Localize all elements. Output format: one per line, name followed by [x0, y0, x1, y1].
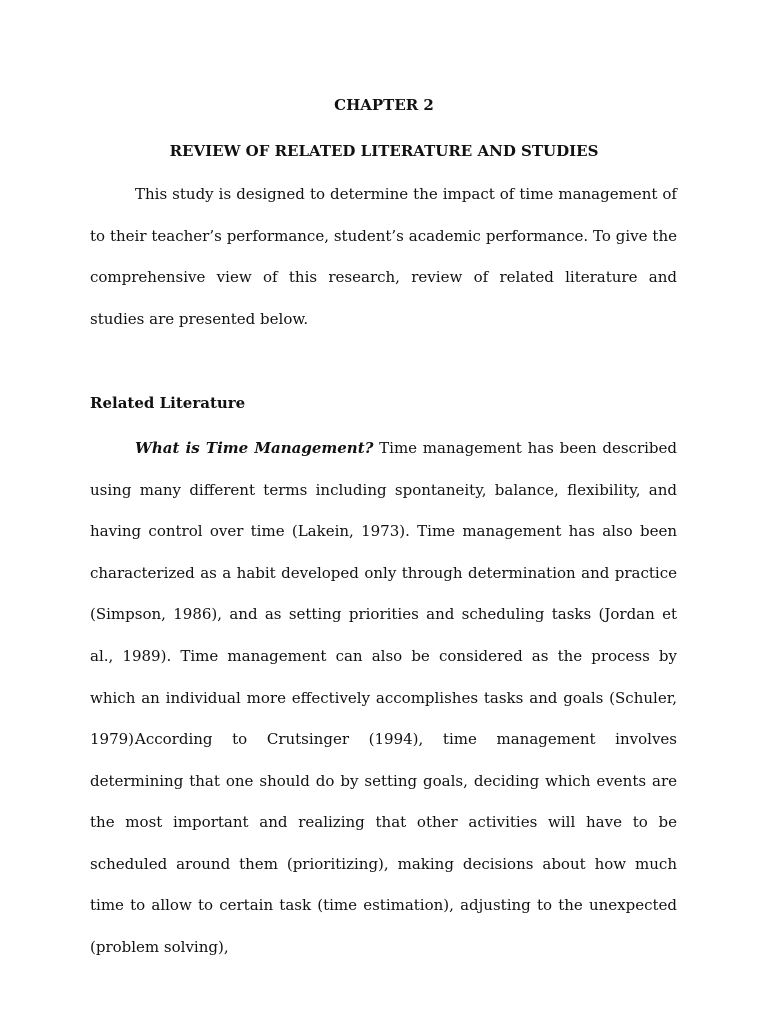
crutsinger-paragraph: According to Crutsinger (1994), time management involves determining that one should do by setting goals, deciding which events are the most important and realizing that other activities will have to be scheduled around them (prioritizing), making decisions about how much time to allow to certain task (time estimation), adjusting to the unexpected (problem solving), [90, 730, 677, 956]
paragraph-body: Time management has been described using many different terms including spontaneity, balance, flexibility, and having control over time (Lakein, 1973). Time management has also been characterized as a habit developed only through determination and practice (Simpson, 1986), and as setting priorities and scheduling tasks (Jordan et al., 1989). Time management can also be considered as the process by which an individual more effectively accomplishes tasks and goals (Schuler, 1979). [90, 439, 677, 749]
intro-paragraph: This study is designed to determine the impact of time management of to their teacher’s performance, student’s academic performance. To give the comprehensive view of this research, review of related literature and studies are presented below. [90, 185, 677, 328]
paragraph-term: What is Time Management? [135, 439, 374, 457]
chapter-title: REVIEW OF RELATED LITERATURE AND STUDIES [169, 142, 599, 160]
chapter-label: CHAPTER 2 [334, 96, 434, 114]
time-management-paragraph [90, 428, 677, 761]
section-heading: Related Literature [90, 394, 246, 412]
